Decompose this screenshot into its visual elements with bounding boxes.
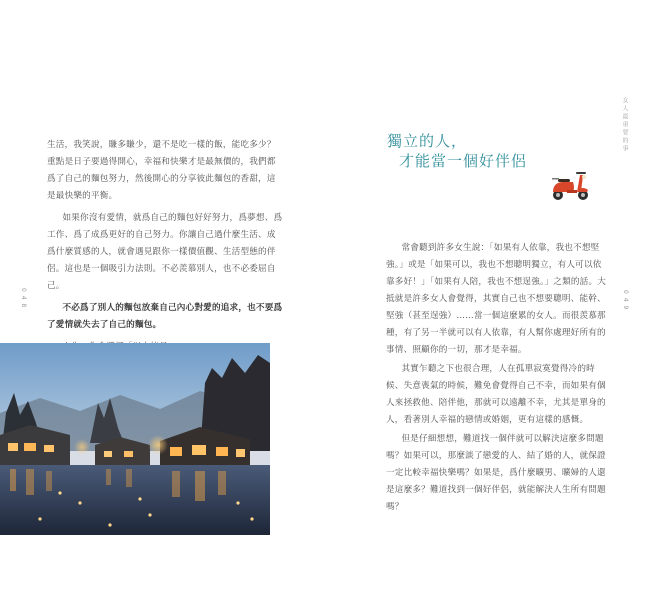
right-paragraph-2: 其實乍聽之下也很合理，人在孤單寂寞覺得冷的時候、失意喪氣的時候，難免會覺得自己不幸，而如果有個人來拯救他、陪伴他，那就可以遠離不幸，尤其是單身的人，看著別人幸福的戀情或婚姻，更有這樣的感慨。 [386,364,606,425]
left-paragraph-1: 生活，我笑說，賺多賺少，還不是吃一樣的飯，能吃多少？重點是日子要過得開心，幸福和快樂才是最無價的，我們都爲了自己的麵包努力，然後開心的分享彼此麵包的香甜，這是最快樂的平衡。 [47,140,276,201]
chapter-heading-line-2: 才能當一個好伴侶 [399,152,528,170]
lakeside-lodge-dusk-photo [0,343,270,535]
chapter-heading [387,131,527,171]
chapter-heading-line-1: 獨立的人， [387,132,468,150]
page-number-right: 0 4 9 [622,290,629,311]
left-bold-paragraph: 不必爲了別人的麵包放棄自己內心對愛的追求，也不要爲了愛情就失去了自己的麵包。 [47,303,283,330]
page-number-left: 0 4 8 [20,288,27,309]
right-paragraph-1: 常會聽到許多女生說：「如果有人依靠，我也不想堅強。」或是「如果可以，我也不想聰明獨立，有人可以依靠多好！」「如果有人陪，我也不想逞強。」之類的話。大抵就是許多女人會覺得，其實自己也不想要聰明、能幹、堅強（甚至逞強）……當一個這麼累的女人。而很羨慕那種，有了另一半就可以有人依靠，有人幫你處理好所有的事情、照顧你的一切，那才是幸福。 [386,243,607,355]
red-scooter-icon [549,166,591,202]
left-paragraph-2: 如果你沒有愛情，就爲自己的麵包好好努力，爲夢想、爲工作、爲了成爲更好的自己努力。你讓自己過什麼生活、成爲什麼質感的人，就會遇見跟你一樣價值觀、生活型態的伴侶。這也是一個吸引力法則。不必羨慕別人，也不必委屈自己。 [47,213,283,291]
left-page-body [47,137,283,361]
right-paragraph-3: 但是仔細想想，難道找一個伴就可以解決這麼多問題嗎？如果可以，那麼談了戀愛的人、結了婚的人，就保證一定比較幸福快樂嗎？如果是，爲什麼曠男、曠婦的人還是這麼多？難道找到一個好伴侶，就能解決人生所有問題嗎？ [386,434,606,512]
right-page-body [386,240,609,518]
running-title: 女人最重要的事 [621,97,628,153]
